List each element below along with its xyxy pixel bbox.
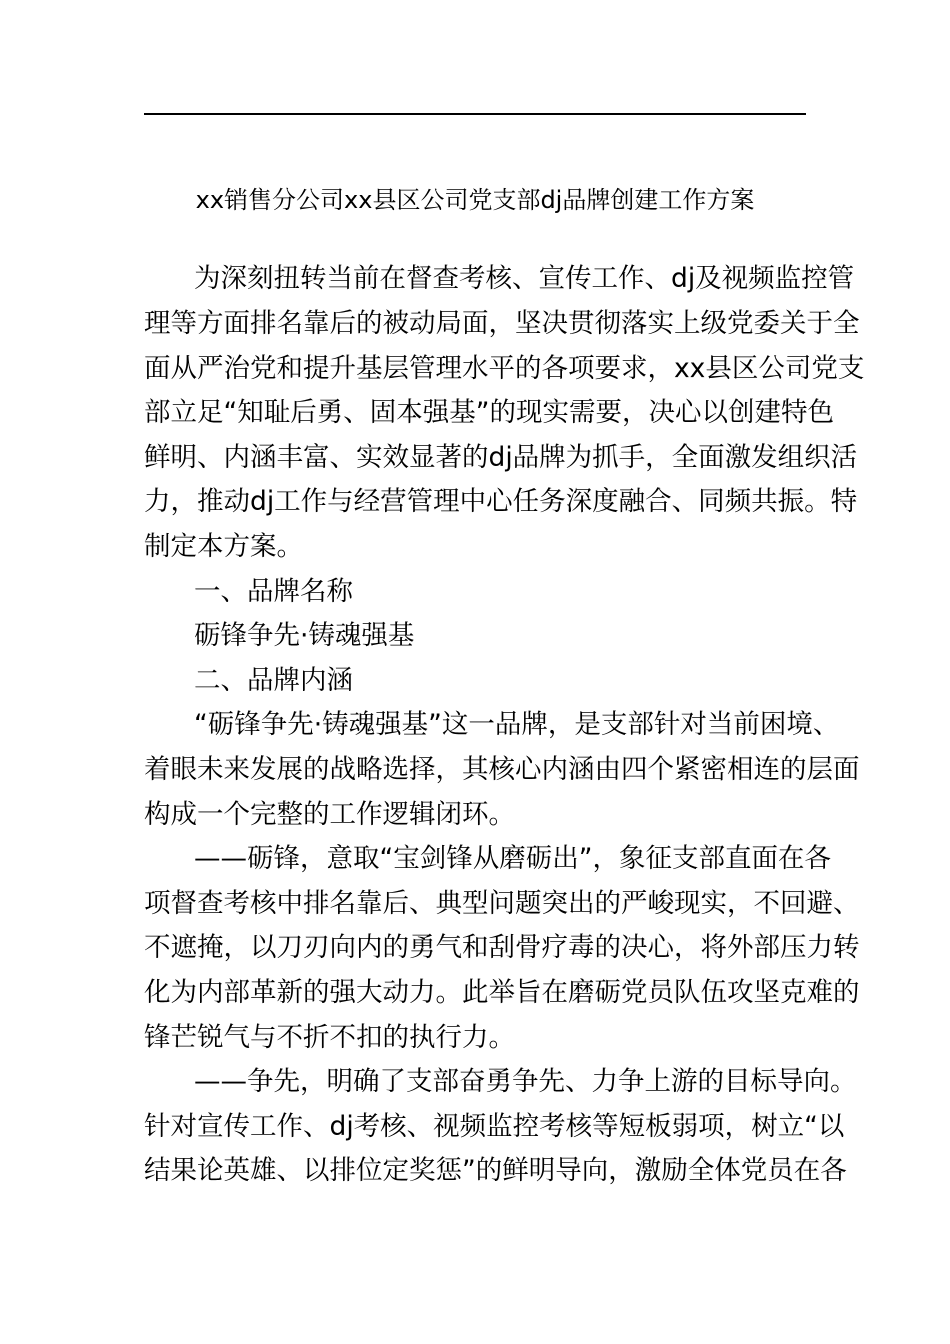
paragraph-line: 化为内部革新的强大动力。此举旨在磨砺党员队伍攻坚克难的	[144, 977, 860, 1008]
document-title: xx销售分公司xx县区公司党支部dj品牌创建工作方案	[195, 186, 755, 214]
section-heading: 二、品牌内涵	[194, 665, 353, 696]
paragraph-line: 为深刻扭转当前在督查考核、宣传工作、dj及视频监控管	[194, 263, 855, 294]
paragraph-line: 制定本方案。	[144, 531, 303, 562]
paragraph-line: 着眼未来发展的战略选择，其核心内涵由四个紧密相连的层面	[144, 754, 860, 785]
paragraph-line: 部立足“知耻后勇、固本强基”的现实需要，决心以创建特色	[144, 397, 834, 428]
paragraph-line: 鲜明、内涵丰富、实效显著的dj品牌为抓手，全面激发组织活	[144, 442, 858, 473]
paragraph-line: 构成一个完整的工作逻辑闭环。	[144, 799, 515, 830]
paragraph-line: 不遮掩，以刀刃向内的勇气和刮骨疗毒的决心，将外部压力转	[144, 932, 860, 963]
paragraph-line: 结果论英雄、以排位定奖惩”的鲜明导向，激励全体党员在各	[144, 1155, 847, 1186]
paragraph-line: “砺锋争先·铸魂强基”这一品牌，是支部针对当前困境、	[194, 709, 840, 740]
paragraph-line: 力，推动dj工作与经营管理中心任务深度融合、同频共振。特	[144, 486, 858, 517]
paragraph-line: ——砺锋，意取“宝剑锋从磨砺出”，象征支部直面在各	[194, 843, 831, 874]
paragraph-line: ——争先，明确了支部奋勇争先、力争上游的目标导向。	[194, 1066, 857, 1097]
paragraph-line: 理等方面排名靠后的被动局面，坚决贯彻落实上级党委关于全	[144, 308, 860, 339]
brand-name: 砺锋争先·铸魂强基	[194, 620, 415, 651]
paragraph-line: 锋芒锐气与不折不扣的执行力。	[144, 1022, 515, 1053]
paragraph-line: 针对宣传工作、dj考核、视频监控考核等短板弱项，树立“以	[144, 1111, 845, 1142]
header-rule	[144, 113, 806, 115]
paragraph-line: 面从严治党和提升基层管理水平的各项要求，xx县区公司党支	[144, 353, 865, 384]
paragraph-line: 项督查考核中排名靠后、典型问题突出的严峻现实，不回避、	[144, 888, 860, 919]
section-heading: 一、品牌名称	[194, 576, 353, 607]
